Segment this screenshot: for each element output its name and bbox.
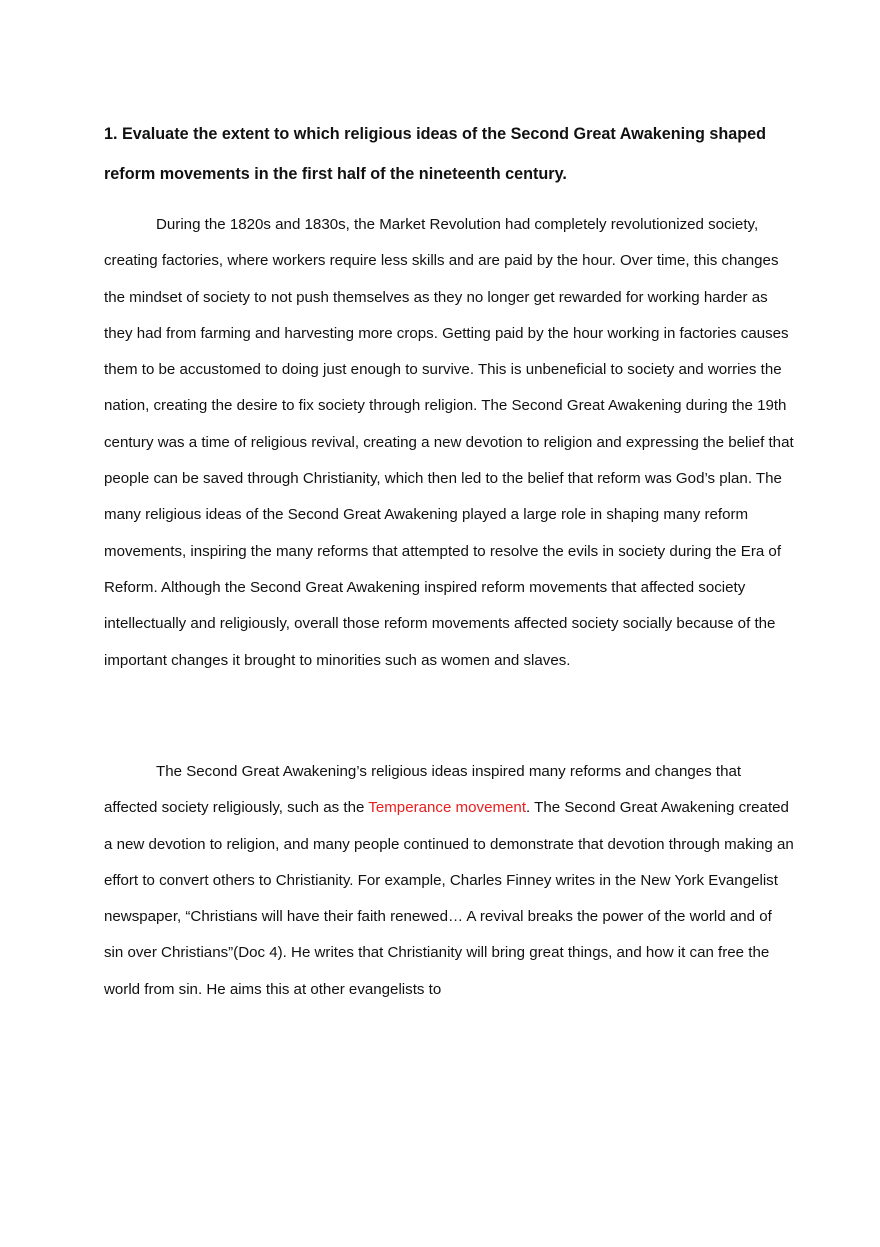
body-paragraph-text-end: . The Second Great Awakening created a new devotion to religion, and many people continued to demonstrate that devotion through making an effort to convert others to Christianity. For example, Charles Finney writes in the New York Evangelist newspaper, “Christians will have their faith renewed… A revival breaks the power of the world and of sin over Christians”(Doc 4). He writes that Christianity will bring great things, and how it can free the world from sin. He aims this at other evangelists to	[104, 799, 794, 998]
highlighted-term: Temperance movement	[368, 799, 527, 817]
essay-question-heading: 1. Evaluate the extent to which religious ideas of the Second Great Awakening shaped reform movements in the first half of the nineteenth century.	[104, 125, 767, 183]
body-paragraph	[104, 754, 794, 1008]
intro-paragraph: During the 1820s and 1830s, the Market Revolution had completely revolutionized society, creating factories, where workers require less skills and are paid by the hour. Over time, this changes the mindset of society to not push themselves as they no longer get rewarded for working harder as they had from farming and harvesting more crops. Getting paid by the hour working in factories causes them to be accustomed to doing just enough to survive. This is unbeneficial to society and worries the nation, creating the desire to fix society through religion. The Second Great Awakening during the 19th century was a time of religious revival, creating a new devotion to religion and expressing the belief that people can be saved through Christianity, which then led to the belief that reform was God’s plan. The many religious ideas of the Second Great Awakening played a large role in shaping many reform movements, inspiring the many reforms that attempted to resolve the evils in society during the Era of Reform. Although the Second Great Awakening inspired reform movements that affected society intellectually and religiously, overall those reform movements affected society socially because of the important changes it brought to minorities such as women and slaves.	[104, 216, 794, 669]
body-paragraph-text-start: The Second Great Awakening’s religious ideas inspired many reforms and changes that affected society religiously, such as the	[104, 763, 742, 817]
